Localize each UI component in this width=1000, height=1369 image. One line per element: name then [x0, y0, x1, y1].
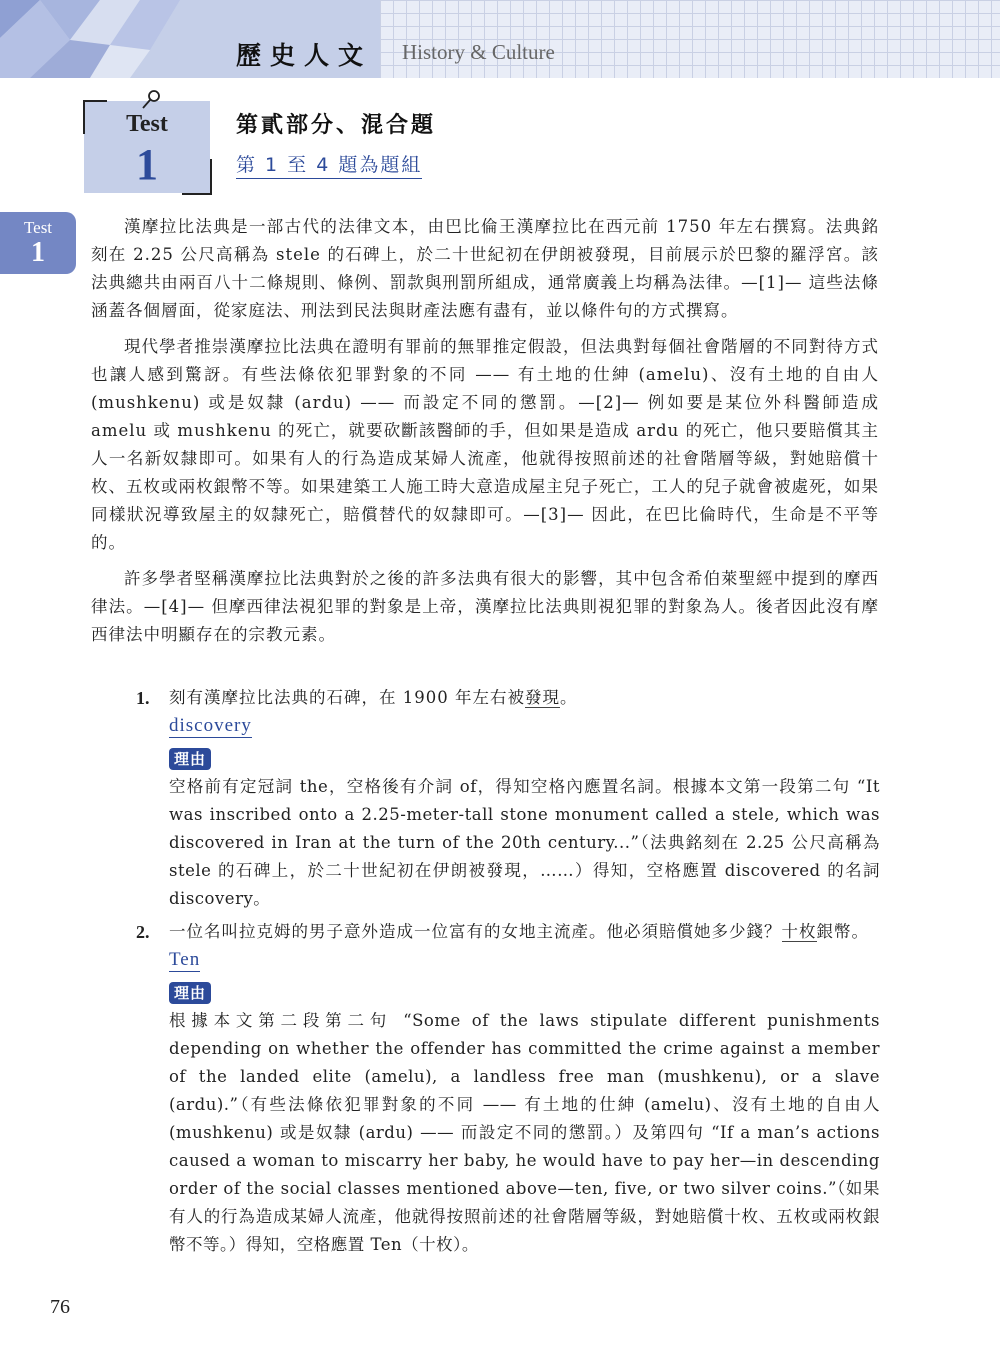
prompt-text: 銀幣。: [816, 922, 869, 941]
side-tab-number: 1: [31, 237, 45, 268]
reason-tag: 理由: [169, 982, 211, 1004]
side-tab-label: Test: [23, 218, 53, 237]
passage: [91, 213, 879, 657]
section-subtitle: History & Culture: [402, 40, 555, 64]
prompt-underlined: 發現: [524, 688, 560, 707]
passage-paragraph: 許多學者堅稱漢摩拉比法典對於之後的許多法典有很大的影響，其中包含希伯萊聖經中提到的摩西律法。—[4]— 但摩西律法視犯罪的對象是上帝，漢摩拉比法典則視犯罪的對象為人。後者因此沒有摩西律法中明顯存在的宗教元素。: [91, 569, 879, 644]
test-number: 1: [136, 140, 158, 189]
page-number: 76: [50, 1296, 70, 1318]
part-title: 第貳部分、混合題: [236, 113, 437, 138]
question-1: [136, 684, 880, 913]
header-grid-pattern: [380, 0, 1000, 78]
section-title: 歷史人文: [236, 41, 373, 70]
side-tab: [0, 212, 76, 274]
passage-paragraph: 現代學者推崇漢摩拉比法典在證明有罪前的無罪推定假設，但法典對每個社會階層的不同對待方式也讓人感到驚訝。有些法條依犯罪對象的不同 —— 有土地的仕紳 (amelu)、沒有土地的自由人 (mushkenu) 或是奴隸 (ardu) —— 而設定不同的懲罰。—[2]— 例如要是某位外科醫師造成 amelu 或 mushkenu 的死亡，就要砍斷該醫師的手，但如果是造成 ardu 的死亡，他只要賠償其主人一名新奴隸即可。如果有人的行為造成某婦人流產，他就得按照前述的社會階層等級，對她賠償十枚、五枚或兩枚銀幣不等。如果建築工人施工時大意造成屋主兒子死亡，工人的兒子就會被處死，如果同樣狀況導致屋主的奴隸死亡，賠償替代的奴隸即可。—[3]— 因此，在巴比倫時代，生命是不平等的。: [91, 337, 879, 552]
answer: Ten: [169, 949, 201, 970]
prompt-text: 。: [559, 688, 578, 707]
question-body: [169, 684, 880, 913]
pin-icon: [140, 88, 164, 112]
reason-text: 根據本文第二段第二句 “Some of the laws stipulate different punishments depending on whether the offender has committed the crime against a member of the landed elite (amelu), a landless free man (mushkenu), or a slave (ardu).”（有些法條依犯罪對象的不同 —— 有土地的仕紳 (amelu)、沒有土地的自由人 (mushkenu) 或是奴隸 (ardu) —— 而設定不同的懲罰。）及第四句 “If a man’s actions caused a woman to miscarry her baby, he would have to pay her—in descending order of the social classes mentioned above—ten, five, or two silver coins.”（如果有人的行為造成某婦人流產，他就得按照前述的社會階層等級，對她賠償十枚、五枚或兩枚銀幣不等。）得知，空格應置 Ten（十枚）。: [169, 1011, 880, 1254]
page-header: [0, 0, 1000, 78]
question-number: 1.: [136, 688, 150, 708]
test-label: Test: [126, 111, 168, 137]
group-title: 第 1 至 4 題為題組: [236, 150, 422, 179]
prompt-underlined: 十枚: [781, 922, 817, 941]
question-prompt: [169, 918, 880, 946]
passage-paragraph: 漢摩拉比法典是一部古代的法律文本，由巴比倫王漢摩拉比在西元前 1750 年左右撰寫。法典銘刻在 2.25 公尺高稱為 stele 的石碑上，於二十世紀初在伊朗被發現，目前展示於巴黎的羅浮宮。該法典總共由兩百八十二條規則、條例、罰款與刑罰所組成，通常廣義上均稱為法律。—[1]— 這些法條涵蓋各個層面，從家庭法、刑法到民法與財產法應有盡有，並以條件句的方式撰寫。: [91, 217, 879, 320]
question-number: 2.: [136, 922, 150, 942]
prompt-text: 一位名叫拉克姆的男子意外造成一位富有的女地主流產。他必須賠償她多少錢？: [169, 922, 782, 941]
question-body: [169, 918, 880, 1259]
reason-tag: 理由: [169, 748, 211, 770]
test-box: [84, 101, 210, 193]
prompt-text: 刻有漢摩拉比法典的石碑，在 1900 年左右被: [169, 688, 525, 707]
question-2: [136, 918, 880, 1259]
reason-text: 空格前有定冠詞 the，空格後有介詞 of，得知空格內應置名詞。根據本文第一段第二句 “It was inscribed onto a 2.25-meter-tall stone monument called a stele, which was discovered in Iran at the turn of the 20th century...”（法典銘刻在 2.25 公尺高稱為 stele 的石碑上，於二十世紀初在伊朗被發現，……）得知，空格應置 discovered 的名詞 discovery。: [169, 777, 880, 908]
question-prompt: [169, 684, 880, 712]
answer: discovery: [169, 715, 252, 736]
